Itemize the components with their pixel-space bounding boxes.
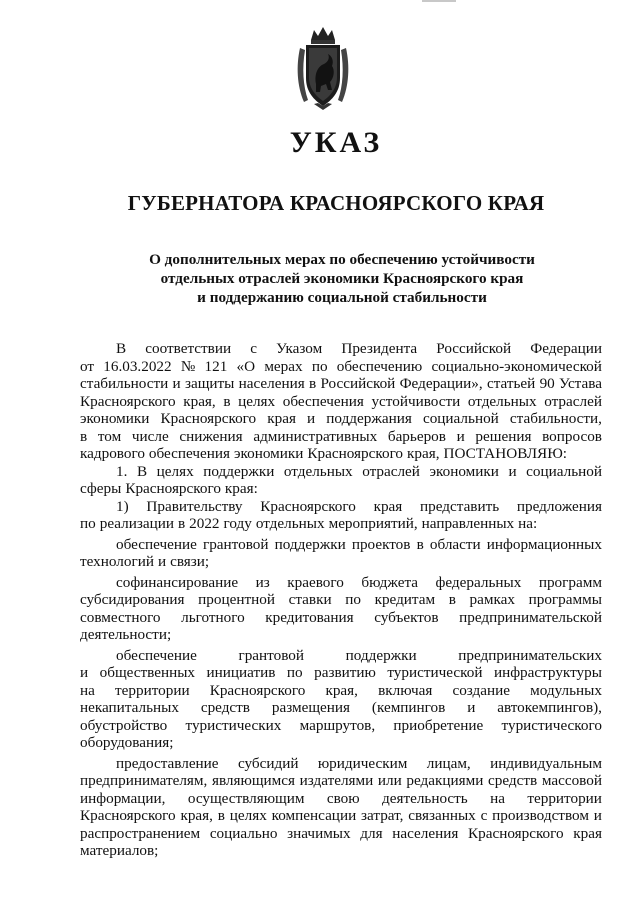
body-word: с (480, 807, 488, 824)
body-word: субсидирования (80, 591, 185, 608)
body-word: «О (236, 357, 256, 375)
decree-body (80, 337, 602, 860)
body-word: кредитования (265, 608, 354, 626)
body-word: из (255, 573, 270, 591)
body-word: ПОСТАНОВЛЯЮ: (443, 445, 568, 462)
body-word: административных (253, 427, 378, 445)
body-word: представить (420, 497, 500, 515)
body-word: (кемпингов (371, 699, 446, 716)
body-word: обеспечению (336, 357, 423, 375)
body-word: отдельных (467, 392, 537, 410)
body-line (80, 682, 602, 700)
body-word: отраслей (362, 462, 420, 480)
body-word: лицам, (426, 754, 471, 772)
body-word: том (97, 427, 122, 445)
body-line (80, 410, 602, 428)
body-word: 2022 (189, 515, 220, 532)
body-word: свою (326, 789, 360, 807)
body-line (80, 393, 602, 411)
document-issuer: ГУБЕРНАТОРА КРАСНОЯРСКОГО КРАЯ (127, 191, 545, 215)
body-word: и (456, 427, 465, 445)
body-line (80, 699, 602, 717)
body-word: 1. (116, 462, 128, 480)
body-word: поддержания (326, 410, 412, 427)
body-word: стабильности, (509, 410, 602, 427)
body-line (80, 825, 602, 843)
body-word: с (250, 340, 257, 357)
body-word: общественных (99, 664, 196, 681)
body-word: поддержки (203, 462, 275, 480)
body-line (80, 734, 602, 752)
body-line (80, 358, 602, 376)
body-word: экономики (429, 462, 499, 480)
body-word: или (377, 772, 402, 789)
body-word: вопросов (542, 427, 602, 445)
body-word: защиты (184, 375, 235, 392)
body-word: статьей (486, 375, 536, 392)
body-line (80, 717, 602, 735)
body-word: проектов (351, 535, 411, 553)
body-word: субъектов (374, 608, 439, 626)
body-word: предпринимательских (458, 646, 602, 664)
body-word: инфраструктуры (493, 664, 602, 681)
body-word: Указом (276, 340, 323, 357)
body-word: информационных (486, 535, 602, 553)
body-word: № (180, 357, 196, 375)
body-word: отраслей (544, 392, 602, 410)
body-word: решения (475, 427, 532, 445)
body-word: совместного (80, 608, 161, 626)
body-word: направленных (421, 515, 515, 532)
body-word: населения (392, 824, 459, 842)
body-word: производством (492, 807, 589, 824)
body-line (80, 807, 602, 825)
body-word: предпринимателям, (80, 772, 208, 789)
body-word: году (223, 515, 252, 532)
body-word: связанных (408, 807, 476, 824)
body-word: программы (528, 591, 602, 608)
body-word: и (508, 462, 517, 480)
body-word: компенсации (271, 807, 357, 824)
body-word: на (490, 789, 505, 807)
body-word: по (286, 664, 303, 681)
body-word: приобретение (393, 716, 484, 734)
body-word: средств (488, 772, 538, 789)
body-word: кадрового (80, 445, 145, 462)
body-word: осуществляющим (187, 789, 305, 807)
body-line (80, 515, 602, 533)
body-line (80, 755, 602, 773)
body-word: предложения (516, 497, 602, 515)
body-word: на (80, 681, 95, 699)
body-word: 16.03.2022 (103, 357, 172, 375)
body-word: деятельность (381, 789, 468, 807)
body-word: в (448, 591, 456, 608)
body-word: барьеров (387, 427, 446, 445)
body-word: Красноярского (307, 445, 404, 462)
body-word: в (309, 375, 317, 392)
body-word: социальной (526, 462, 602, 480)
body-word: социально (209, 824, 278, 842)
body-word: Красноярского (160, 410, 257, 427)
body-word: средств (200, 699, 250, 716)
body-word: края, (183, 392, 216, 410)
body-word: создание (452, 681, 510, 699)
body-line (80, 536, 602, 554)
body-word: федеральных (435, 573, 522, 591)
body-word: по (311, 357, 328, 375)
body-word: области (429, 535, 481, 553)
coat-of-arms-emblem (294, 26, 352, 110)
body-word: и (157, 553, 167, 570)
body-word: Красноярского (209, 681, 306, 699)
body-word: и (467, 699, 476, 716)
body-word: по (345, 591, 361, 608)
body-word: в (217, 807, 225, 824)
body-word: Российской (436, 340, 512, 357)
body-word: В (136, 462, 148, 480)
body-word: инициатив (206, 664, 276, 681)
body-line (80, 498, 602, 516)
body-word: туристического (501, 716, 602, 734)
heading-line: О дополнительных мерах по обеспечению устойчивости (149, 251, 535, 268)
body-word: экономики (234, 445, 304, 462)
body-word: и (593, 807, 602, 824)
body-line (80, 340, 602, 358)
body-word: соответствии (145, 340, 232, 357)
body-line (80, 591, 602, 609)
body-word: стабильности (80, 375, 169, 392)
body-word: 90 (539, 375, 555, 392)
body-word: территории (527, 789, 602, 807)
body-word: целях (156, 462, 194, 480)
body-word: маршрутов, (299, 716, 376, 734)
body-word: Красноярского (260, 497, 356, 515)
body-word: социально-экономической (431, 357, 602, 375)
body-word: 121 (204, 357, 228, 375)
body-word: сферы (80, 480, 122, 497)
body-word: Красноярского (125, 480, 221, 497)
body-word: кредитам (374, 591, 436, 608)
body-word: В (116, 340, 127, 357)
body-line (80, 626, 602, 644)
body-word: распространением (80, 824, 201, 842)
body-word: юридическим (317, 754, 408, 772)
body-word: включая (378, 681, 433, 699)
body-word: устойчивости (371, 392, 461, 410)
body-word: Устава (559, 375, 602, 392)
body-word: обустройство (80, 716, 168, 734)
body-word: туристических (185, 716, 282, 734)
body-word: предпринимательской (459, 608, 602, 626)
body-word: информации, (80, 789, 166, 807)
body-word: края: (224, 480, 258, 497)
body-word: бюджета (361, 573, 419, 591)
body-word: в (416, 535, 424, 553)
body-word: модульных (530, 681, 602, 699)
scan-mark (422, 0, 456, 2)
body-word: экономики (80, 410, 150, 427)
body-word: размещения (271, 699, 351, 716)
document-title: УКАЗ (289, 126, 383, 159)
body-line (80, 790, 602, 808)
body-word: на: (518, 515, 538, 532)
body-word: целях (229, 807, 267, 824)
body-word: реализации (99, 515, 174, 532)
body-word: грантовой (238, 646, 304, 664)
body-line (80, 574, 602, 592)
body-line (80, 842, 602, 860)
body-word: и (307, 410, 316, 427)
body-word: в (223, 392, 231, 410)
body-word: Президента (341, 340, 418, 357)
body-word: оборудования; (80, 734, 174, 751)
body-word: затрат, (361, 807, 404, 824)
body-word: 1) (116, 497, 129, 515)
body-word: поддержки (345, 646, 417, 664)
body-word: Правительству (146, 497, 243, 515)
body-word: грантовой (202, 535, 269, 553)
decree-heading (82, 250, 602, 307)
body-word: обеспечения (148, 445, 231, 462)
body-line (80, 647, 602, 665)
body-word: для (360, 824, 383, 842)
body-word: обеспечение (116, 646, 197, 664)
body-line (80, 463, 602, 481)
body-line (80, 375, 602, 393)
body-word: края (267, 410, 296, 427)
body-word: целях (238, 392, 276, 410)
body-word: по (80, 515, 96, 532)
body-word: некапитальных (80, 699, 179, 716)
body-line (80, 480, 602, 498)
body-word: территории (115, 681, 190, 699)
body-word: отдельных (283, 462, 353, 480)
body-word: связи; (170, 553, 210, 570)
body-word: предоставление (116, 754, 219, 772)
body-word: края (373, 497, 403, 515)
body-word: Красноярского (80, 392, 176, 410)
body-word: от (80, 357, 95, 375)
body-word: края, (180, 807, 213, 824)
body-word: в (80, 427, 88, 445)
body-word: субсидий (237, 754, 299, 772)
body-line (80, 445, 602, 463)
body-word: обеспечения (282, 392, 364, 410)
body-word: туристической (387, 664, 483, 681)
body-word: снижения (179, 427, 243, 445)
body-word: ставки (288, 591, 332, 608)
body-word: являющимся (211, 772, 295, 789)
body-word: софинансирование (116, 573, 239, 591)
body-word: социальной (422, 410, 499, 427)
body-word: Федерации», (399, 375, 483, 392)
heading-line: отдельных отраслей экономики Красноярского края (160, 270, 524, 287)
body-word: технологий (80, 553, 154, 570)
body-word: и (80, 664, 89, 681)
body-word: программ (538, 573, 602, 591)
body-word: края (573, 824, 602, 842)
body-word: краевого (287, 573, 344, 591)
body-word: обеспечение (116, 535, 197, 553)
body-word: Федерации (530, 340, 602, 357)
body-word: мерах (264, 357, 303, 375)
body-word: автокемпингов), (497, 699, 602, 716)
body-line (80, 772, 602, 790)
body-word: поддержки (274, 535, 346, 553)
body-word: индивидуальным (490, 754, 602, 772)
body-word: издателями (299, 772, 374, 789)
body-word: редакциями (406, 772, 484, 789)
body-word: рамках (469, 591, 515, 608)
body-word: мероприятий, (328, 515, 418, 532)
body-word: Красноярского (467, 824, 564, 842)
body-line (80, 428, 602, 446)
body-line (80, 609, 602, 627)
body-word: в (177, 515, 186, 532)
body-word: льготного (181, 608, 245, 626)
body-word: края, (407, 445, 440, 462)
body-line (80, 664, 602, 682)
body-word: процентной (198, 591, 275, 608)
body-word: значимых (287, 824, 351, 842)
body-word: массовой (541, 772, 602, 789)
body-word: отдельных (255, 515, 325, 532)
body-word: числе (131, 427, 169, 445)
body-word: населения (238, 375, 305, 392)
body-word: материалов; (80, 842, 159, 859)
body-word: края, (325, 681, 358, 699)
body-word: и (172, 375, 181, 392)
body-word: Красноярского (80, 807, 176, 824)
body-line (80, 553, 602, 571)
heading-line: и поддержанию социальной стабильности (197, 289, 487, 306)
body-word: деятельности; (80, 626, 172, 643)
body-word: развитию (314, 664, 376, 681)
body-word: Российской (320, 375, 396, 392)
